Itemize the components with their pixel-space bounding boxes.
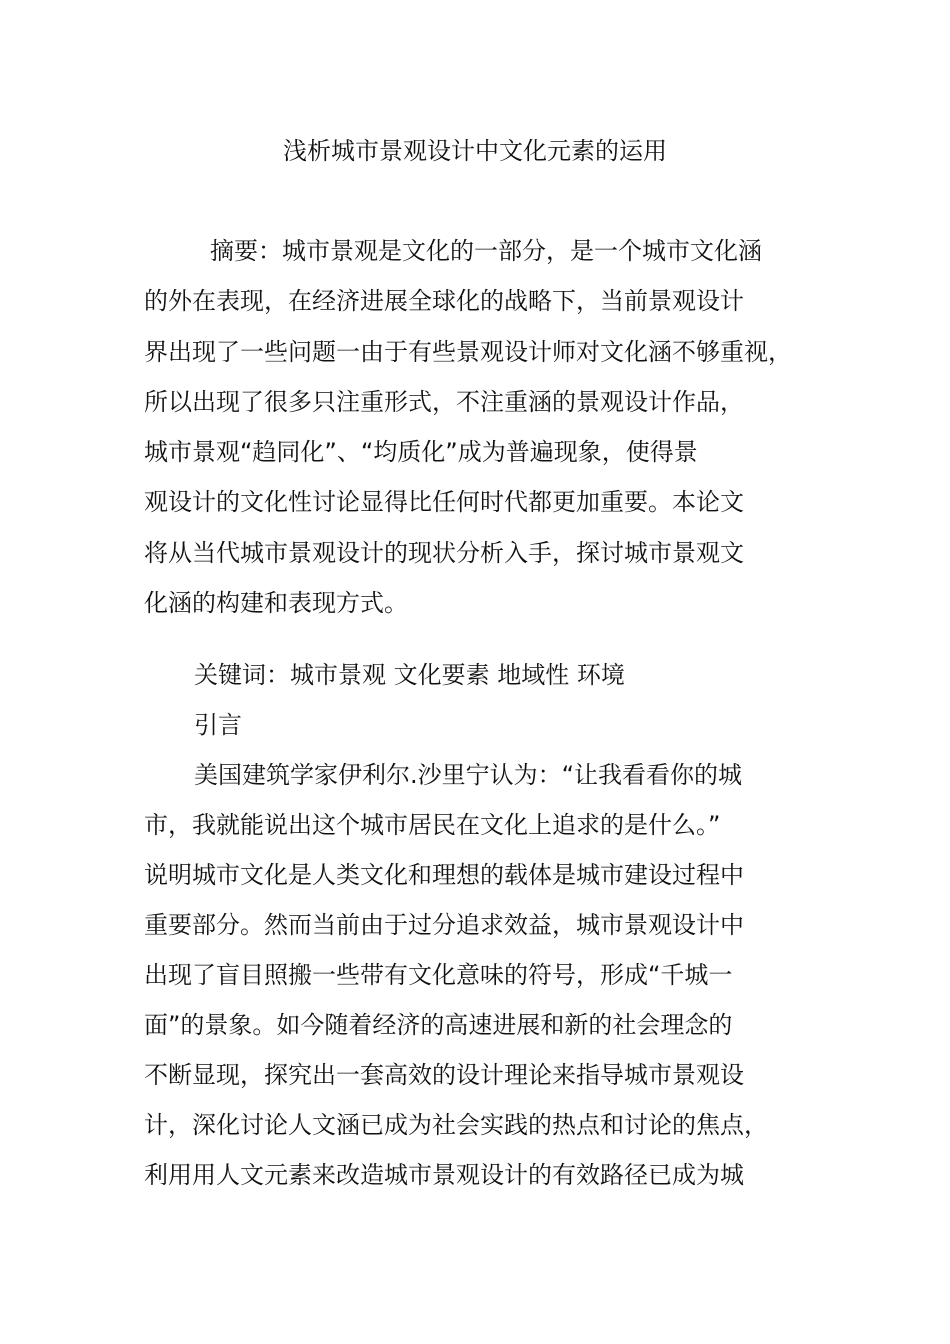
intro-line-6: 面”的景象。如今随着经济的高速进展和新的社会理念的: [144, 1011, 733, 1039]
intro-line-1: 美国建筑学家伊利尔.沙里宁认为：“让我看看你的城: [194, 761, 743, 789]
abstract-line-2: 的外在表现，在经济进展全球化的战略下，当前景观设计: [144, 287, 744, 315]
intro-line-8: 计，深化讨论人文涵已成为社会实践的热点和讨论的焦点，: [144, 1111, 768, 1139]
intro-line-4: 重要部分。然而当前由于过分追求效益，城市景观设计中: [144, 911, 744, 939]
abstract-line-6: 观设计的文化性讨论显得比任何时代都更加重要。本论文: [144, 488, 744, 516]
abstract-line-5: 城市景观“趋同化”、“均质化”成为普遍现象，使得景: [144, 438, 698, 466]
keywords-line: 关键词：城市景观 文化要素 地域性 环境: [194, 661, 625, 689]
intro-line-5: 出现了盲目照搬一些带有文化意味的符号，形成“千城一: [144, 961, 733, 989]
document-title: 浅析城市景观设计中文化元素的运用: [283, 137, 667, 165]
intro-line-7: 不断显现，探究出一套高效的设计理论来指导城市景观设: [144, 1061, 744, 1089]
abstract-line-4: 所以出现了很多只注重形式，不注重涵的景观设计作品，: [144, 388, 744, 416]
abstract-line-7: 将从当代城市景观设计的现状分析入手，探讨城市景观文: [144, 539, 744, 567]
section-heading: 引言: [194, 711, 242, 739]
abstract-line-3: 界出现了一些问题一由于有些景观设计师对文化涵不够重视，: [144, 338, 792, 366]
abstract-line-8: 化涵的构建和表现方式。: [144, 589, 408, 617]
intro-line-2: 市，我就能说出这个城市居民在文化上追求的是什么。”: [144, 811, 721, 839]
intro-line-9: 利用用人文元素来改造城市景观设计的有效路径已成为城: [144, 1161, 744, 1189]
abstract-line-1: 摘要：城市景观是文化的一部分，是一个城市文化涵: [210, 237, 762, 265]
intro-line-3: 说明城市文化是人类文化和理想的载体是城市建设过程中: [144, 861, 744, 889]
